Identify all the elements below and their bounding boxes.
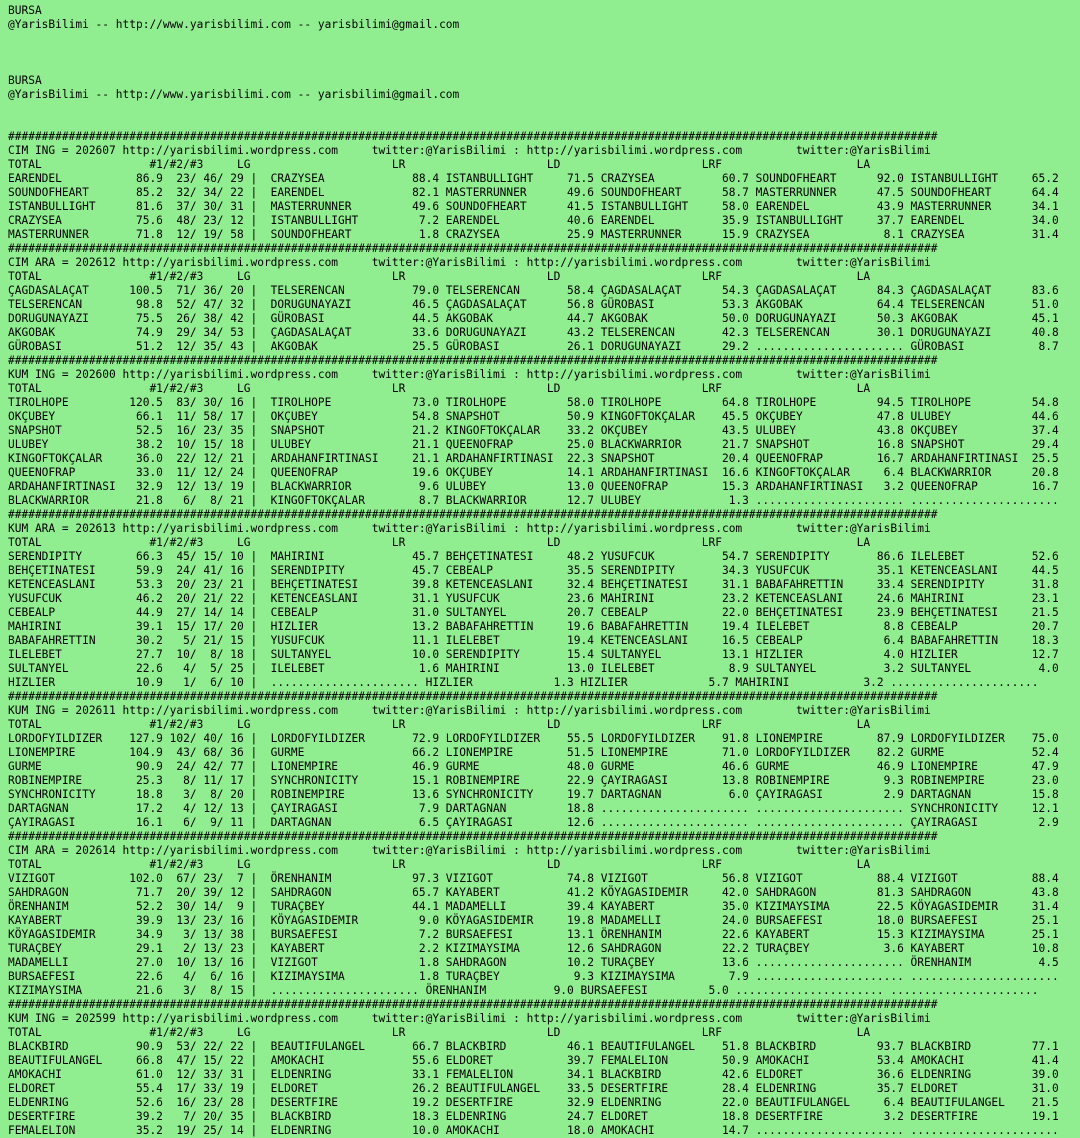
report-line: DESERTFIRE 39.2 7/ 20/ 35 | BLACKBIRD 18.3 ELDENRING 24.7 ELDORET 18.8 DESERTFIRE 3.2 DESERTFIRE 19.1 bbox=[8, 1110, 1059, 1123]
report-line: TIROLHOPE 120.5 83/ 30/ 16 | TIROLHOPE 73.0 TIROLHOPE 58.0 TIROLHOPE 64.8 TIROLHOPE 94.5 TIROLHOPE 54.8 bbox=[8, 396, 1059, 409]
report-line: BLACKWARRIOR 21.8 6/ 8/ 21 | KINGOFTOKÇALAR 8.7 BLACKWARRIOR 12.7 ULUBEY 1.3 ...................... ...................... bbox=[8, 494, 1059, 507]
report-line: SYNCHRONICITY 18.8 3/ 8/ 20 | ROBINEMPIRE 13.6 SYNCHRONICITY 19.7 DARTAGNAN 6.0 ÇAYIRAGASI 2.9 DARTAGNAN 15.8 bbox=[8, 788, 1059, 801]
report-line: DORUGUNAYAZI 75.5 26/ 38/ 42 | GÜROBASI 44.5 AKGOBAK 44.7 AKGOBAK 50.0 DORUGUNAYAZI 50.3 AKGOBAK 45.1 bbox=[8, 312, 1059, 325]
report-line: TOTAL #1/#2/#3 LG LR LD LRF LA bbox=[8, 382, 871, 395]
report-line: TOTAL #1/#2/#3 LG LR LD LRF LA bbox=[8, 718, 871, 731]
report-line: LORDOFYILDIZER 127.9 102/ 40/ 16 | LORDOFYILDIZER 72.9 LORDOFYILDIZER 55.5 LORDOFYILDIZER 91.8 LIONEMPIRE 87.9 LORDOFYILDIZER 75.0 bbox=[8, 732, 1059, 745]
report-line: ROBINEMPIRE 25.3 8/ 11/ 17 | SYNCHRONICITY 15.1 ROBINEMPIRE 22.9 ÇAYIRAGASI 13.8 ROBINEMPIRE 9.3 ROBINEMPIRE 23.0 bbox=[8, 774, 1059, 787]
report-line: BURSAEFESI 22.6 4/ 6/ 16 | KIZIMAYSIMA 1.8 TURAÇBEY 9.3 KIZIMAYSIMA 7.9 ...................... ...................... bbox=[8, 970, 1059, 983]
report-line: ELDENRING 52.6 16/ 23/ 28 | DESERTFIRE 19.2 DESERTFIRE 32.9 ELDENRING 22.0 BEAUTIFULANGEL 6.4 BEAUTIFULANGEL 21.5 bbox=[8, 1096, 1059, 1109]
report-line: HIZLIER 10.9 1/ 6/ 10 | ...................... HIZLIER 1.3 HIZLIER 5.7 MAHIRINI 3.2 ...................... bbox=[8, 676, 1039, 689]
report-line: SOUNDOFHEART 85.2 32/ 34/ 22 | EARENDEL 82.1 MASTERRUNNER 49.6 SOUNDOFHEART 58.7 MASTERRUNNER 47.5 SOUNDOFHEART 64.4 bbox=[8, 186, 1059, 199]
report-line: KINGOFTOKÇALAR 36.0 22/ 12/ 21 | ARDAHANFIRTINASI 21.1 ARDAHANFIRTINASI 22.3 SNAPSHOT 20.4 QUEENOFRAP 16.7 ARDAHANFIRTINASI 25.5 bbox=[8, 452, 1059, 465]
report-line: YUSUFCUK 46.2 20/ 21/ 22 | KETENCEASLANI 31.1 YUSUFCUK 23.6 MAHIRINI 23.2 KETENCEASLANI 24.6 MAHIRINI 23.1 bbox=[8, 592, 1059, 605]
report-line: FEMALELION 35.2 19/ 25/ 14 | ELDENRING 10.0 AMOKACHI 18.0 AMOKACHI 14.7 ...................... ...................... bbox=[8, 1124, 1059, 1137]
report-line: @YarisBilimi -- http://www.yarisbilimi.com -- yarisbilimi@gmail.com bbox=[8, 88, 460, 101]
report-line: KUM ARA = 202613 http://yarisbilimi.wordpress.com twitter:@YarisBilimi : http://yarisbilimi.wordpress.com twitter:@YarisBilimi bbox=[8, 522, 931, 535]
report-line: CIM ARA = 202614 http://yarisbilimi.wordpress.com twitter:@YarisBilimi : http://yarisbilimi.wordpress.com twitter:@YarisBilimi bbox=[8, 844, 931, 857]
report-line: MAHIRINI 39.1 15/ 17/ 20 | HIZLIER 13.2 BABAFAHRETTIN 19.6 BABAFAHRETTIN 19.4 ILELEBET 8.8 CEBEALP 20.7 bbox=[8, 620, 1059, 633]
report-line: ÇAGDASALAÇAT 100.5 71/ 36/ 20 | TELSERENCAN 79.0 TELSERENCAN 58.4 ÇAGDASALAÇAT 54.3 ÇAGDASALAÇAT 84.3 ÇAGDASALAÇAT 83.6 bbox=[8, 284, 1059, 297]
report-line bbox=[8, 32, 1080, 46]
report-line: KUM ING = 202611 http://yarisbilimi.wordpress.com twitter:@YarisBilimi : http://yarisbilimi.wordpress.com twitter:@YarisBilimi bbox=[8, 704, 931, 717]
report-line: BLACKBIRD 90.9 53/ 22/ 22 | BEAUTIFULANGEL 66.7 BLACKBIRD 46.1 BEAUTIFULANGEL 51.8 BLACKBIRD 93.7 BLACKBIRD 77.1 bbox=[8, 1040, 1059, 1053]
report-line: SULTANYEL 22.6 4/ 5/ 25 | ILELEBET 1.6 MAHIRINI 13.0 ILELEBET 8.9 SULTANYEL 3.2 SULTANYEL 4.0 bbox=[8, 662, 1059, 675]
report-line: KIZIMAYSIMA 21.6 3/ 8/ 15 | ...................... ÖRENHANIM 9.0 BURSAEFESI 5.0 ...................... ...................... bbox=[8, 984, 1039, 997]
report-line: ########################################################################################################################################## bbox=[8, 354, 938, 367]
report-line: BEAUTIFULANGEL 66.8 47/ 15/ 22 | AMOKACHI 55.6 ELDORET 39.7 FEMALELION 50.9 AMOKACHI 53.4 AMOKACHI 41.4 bbox=[8, 1054, 1059, 1067]
report-line bbox=[8, 102, 1080, 116]
report-line: TOTAL #1/#2/#3 LG LR LD LRF LA bbox=[8, 158, 871, 171]
report-line: TOTAL #1/#2/#3 LG LR LD LRF LA bbox=[8, 536, 871, 549]
report-line: BURSA bbox=[8, 4, 42, 17]
report-line: SAHDRAGON 71.7 20/ 39/ 12 | SAHDRAGON 65.7 KAYABERT 41.2 KÖYAGASIDEMIR 42.0 SAHDRAGON 81.3 SAHDRAGON 43.8 bbox=[8, 886, 1059, 899]
report-line: VIZIGOT 102.0 67/ 23/ 7 | ÖRENHANIM 97.3 VIZIGOT 74.8 VIZIGOT 56.8 VIZIGOT 88.4 VIZIGOT 88.4 bbox=[8, 872, 1059, 885]
report-line: AMOKACHI 61.0 12/ 33/ 31 | ELDENRING 33.1 FEMALELION 34.1 BLACKBIRD 42.6 ELDORET 36.6 ELDENRING 39.0 bbox=[8, 1068, 1059, 1081]
report-line: BEHÇETINATESI 59.9 24/ 41/ 16 | SERENDIPITY 45.7 CEBEALP 35.5 SERENDIPITY 34.3 YUSUFCUK 35.1 KETENCEASLANI 44.5 bbox=[8, 564, 1059, 577]
report-line: ÇAYIRAGASI 16.1 6/ 9/ 11 | DARTAGNAN 6.5 ÇAYIRAGASI 12.6 ...................... ...................... ÇAYIRAGASI 2.9 bbox=[8, 816, 1059, 829]
report-line: TOTAL #1/#2/#3 LG LR LD LRF LA bbox=[8, 1026, 871, 1039]
report-line: CEBEALP 44.9 27/ 14/ 14 | CEBEALP 31.0 SULTANYEL 20.7 CEBEALP 22.0 BEHÇETINATESI 23.9 BEHÇETINATESI 21.5 bbox=[8, 606, 1059, 619]
report-line: ULUBEY 38.2 10/ 15/ 18 | ULUBEY 21.1 QUEENOFRAP 25.0 BLACKWARRIOR 21.7 SNAPSHOT 16.8 SNAPSHOT 29.4 bbox=[8, 438, 1059, 451]
report-line: BURSA bbox=[8, 74, 42, 87]
report-line: SERENDIPITY 66.3 45/ 15/ 10 | MAHIRINI 45.7 BEHÇETINATESI 48.2 YUSUFCUK 54.7 SERENDIPITY 86.6 ILELEBET 52.6 bbox=[8, 550, 1059, 563]
report-line bbox=[8, 46, 1080, 60]
report-line: KETENCEASLANI 53.3 20/ 23/ 21 | BEHÇETINATESI 39.8 KETENCEASLANI 32.4 BEHÇETINATESI 31.1 BABAFAHRETTIN 33.4 SERENDIPITY 31.8 bbox=[8, 578, 1059, 591]
report-line: KUM ING = 202600 http://yarisbilimi.wordpress.com twitter:@YarisBilimi : http://yarisbilimi.wordpress.com twitter:@YarisBilimi bbox=[8, 368, 931, 381]
report-line: SNAPSHOT 52.5 16/ 23/ 35 | SNAPSHOT 21.2 KINGOFTOKÇALAR 33.2 OKÇUBEY 43.5 ULUBEY 43.8 OKÇUBEY 37.4 bbox=[8, 424, 1059, 437]
report-line: TOTAL #1/#2/#3 LG LR LD LRF LA bbox=[8, 858, 871, 871]
report-line: ########################################################################################################################################## bbox=[8, 690, 938, 703]
report-line: BABAFAHRETTIN 30.2 5/ 21/ 15 | YUSUFCUK 11.1 ILELEBET 19.4 KETENCEASLANI 16.5 CEBEALP 6.4 BABAFAHRETTIN 18.3 bbox=[8, 634, 1059, 647]
report-line: KÖYAGASIDEMIR 34.9 3/ 13/ 38 | BURSAEFESI 7.2 BURSAEFESI 13.1 ÖRENHANIM 22.6 KAYABERT 15.3 KIZIMAYSIMA 25.1 bbox=[8, 928, 1059, 941]
report-line: GÜROBASI 51.2 12/ 35/ 43 | AKGOBAK 25.5 GÜROBASI 26.1 DORUGUNAYAZI 29.2 ...................... GÜROBASI 8.7 bbox=[8, 340, 1059, 353]
report-line: ########################################################################################################################################## bbox=[8, 830, 938, 843]
report-line: DARTAGNAN 17.2 4/ 12/ 13 | ÇAYIRAGASI 7.9 DARTAGNAN 18.8 ...................... ...................... SYNCHRONICITY 12.1 bbox=[8, 802, 1059, 815]
report-line: ILELEBET 27.7 10/ 8/ 18 | SULTANYEL 10.0 SERENDIPITY 15.4 SULTANYEL 13.1 HIZLIER 4.0 HIZLIER 12.7 bbox=[8, 648, 1059, 661]
report-line: CRAZYSEA 75.6 48/ 23/ 12 | ISTANBULLIGHT 7.2 EARENDEL 40.6 EARENDEL 35.9 ISTANBULLIGHT 37.7 EARENDEL 34.0 bbox=[8, 214, 1059, 227]
report-line: QUEENOFRAP 33.0 11/ 12/ 24 | QUEENOFRAP 19.6 OKÇUBEY 14.1 ARDAHANFIRTINASI 16.6 KINGOFTOKÇALAR 6.4 BLACKWARRIOR 20.8 bbox=[8, 466, 1059, 479]
report-line: ELDORET 55.4 17/ 33/ 19 | ELDORET 26.2 BEAUTIFULANGEL 33.5 DESERTFIRE 28.4 ELDENRING 35.7 ELDORET 31.0 bbox=[8, 1082, 1059, 1095]
report-line bbox=[8, 60, 1080, 74]
report-line: KAYABERT 39.9 13/ 23/ 16 | KÖYAGASIDEMIR 9.0 KÖYAGASIDEMIR 19.8 MADAMELLI 24.0 BURSAEFESI 18.0 BURSAEFESI 25.1 bbox=[8, 914, 1059, 927]
report-line: TELSERENCAN 98.8 52/ 47/ 32 | DORUGUNAYAZI 46.5 ÇAGDASALAÇAT 56.8 GÜROBASI 53.3 AKGOBAK 64.4 TELSERENCAN 51.0 bbox=[8, 298, 1059, 311]
report-line: MASTERRUNNER 71.8 12/ 19/ 58 | SOUNDOFHEART 1.8 CRAZYSEA 25.9 MASTERRUNNER 15.9 CRAZYSEA 8.1 CRAZYSEA 31.4 bbox=[8, 228, 1059, 241]
report-line: ISTANBULLIGHT 81.6 37/ 30/ 31 | MASTERRUNNER 49.6 SOUNDOFHEART 41.5 ISTANBULLIGHT 58.0 EARENDEL 43.9 MASTERRUNNER 34.1 bbox=[8, 200, 1059, 213]
report-line: ########################################################################################################################################## bbox=[8, 508, 938, 521]
report-line: TURAÇBEY 29.1 2/ 13/ 23 | KAYABERT 2.2 KIZIMAYSIMA 12.6 SAHDRAGON 22.2 TURAÇBEY 3.6 KAYABERT 10.8 bbox=[8, 942, 1059, 955]
report-line: GURME 90.9 24/ 42/ 77 | LIONEMPIRE 46.9 GURME 48.0 GURME 46.6 GURME 46.9 LIONEMPIRE 47.9 bbox=[8, 760, 1059, 773]
report-line: OKÇUBEY 66.1 11/ 58/ 17 | OKÇUBEY 54.8 SNAPSHOT 50.9 KINGOFTOKÇALAR 45.5 OKÇUBEY 47.8 ULUBEY 44.6 bbox=[8, 410, 1059, 423]
report-line: MADAMELLI 27.0 10/ 13/ 16 | VIZIGOT 1.8 SAHDRAGON 10.2 TURAÇBEY 13.6 ...................... ÖRENHANIM 4.5 bbox=[8, 956, 1059, 969]
report-line: LIONEMPIRE 104.9 43/ 68/ 36 | GURME 66.2 LIONEMPIRE 51.5 LIONEMPIRE 71.0 LORDOFYILDIZER 82.2 GURME 52.4 bbox=[8, 746, 1059, 759]
report-line: ÖRENHANIM 52.2 30/ 14/ 9 | TURAÇBEY 44.1 MADAMELLI 39.4 KAYABERT 35.0 KIZIMAYSIMA 22.5 KÖYAGASIDEMIR 31.4 bbox=[8, 900, 1059, 913]
report-line: AKGOBAK 74.9 29/ 34/ 53 | ÇAGDASALAÇAT 33.6 DORUGUNAYAZI 43.2 TELSERENCAN 42.3 TELSERENCAN 30.1 DORUGUNAYAZI 40.8 bbox=[8, 326, 1059, 339]
report-line: ########################################################################################################################################## bbox=[8, 242, 938, 255]
report-line: CIM ING = 202607 http://yarisbilimi.wordpress.com twitter:@YarisBilimi : http://yarisbilimi.wordpress.com twitter:@YarisBilimi bbox=[8, 144, 931, 157]
report-line: @YarisBilimi -- http://www.yarisbilimi.com -- yarisbilimi@gmail.com bbox=[8, 18, 460, 31]
report-line bbox=[8, 116, 1080, 130]
report-line: ########################################################################################################################################## bbox=[8, 130, 938, 143]
report-line: KUM ING = 202599 http://yarisbilimi.wordpress.com twitter:@YarisBilimi : http://yarisbilimi.wordpress.com twitter:@YarisBilimi bbox=[8, 1012, 931, 1025]
report-line: ARDAHANFIRTINASI 32.9 12/ 13/ 19 | BLACKWARRIOR 9.6 ULUBEY 13.0 QUEENOFRAP 15.3 ARDAHANFIRTINASI 3.2 QUEENOFRAP 16.7 bbox=[8, 480, 1059, 493]
report-line: ########################################################################################################################################## bbox=[8, 998, 938, 1011]
report-line: TOTAL #1/#2/#3 LG LR LD LRF LA bbox=[8, 270, 871, 283]
report-line: CIM ARA = 202612 http://yarisbilimi.wordpress.com twitter:@YarisBilimi : http://yarisbilimi.wordpress.com twitter:@YarisBilimi bbox=[8, 256, 931, 269]
report-line: EARENDEL 86.9 23/ 46/ 29 | CRAZYSEA 88.4 ISTANBULLIGHT 71.5 CRAZYSEA 60.7 SOUNDOFHEART 92.0 ISTANBULLIGHT 65.2 bbox=[8, 172, 1059, 185]
